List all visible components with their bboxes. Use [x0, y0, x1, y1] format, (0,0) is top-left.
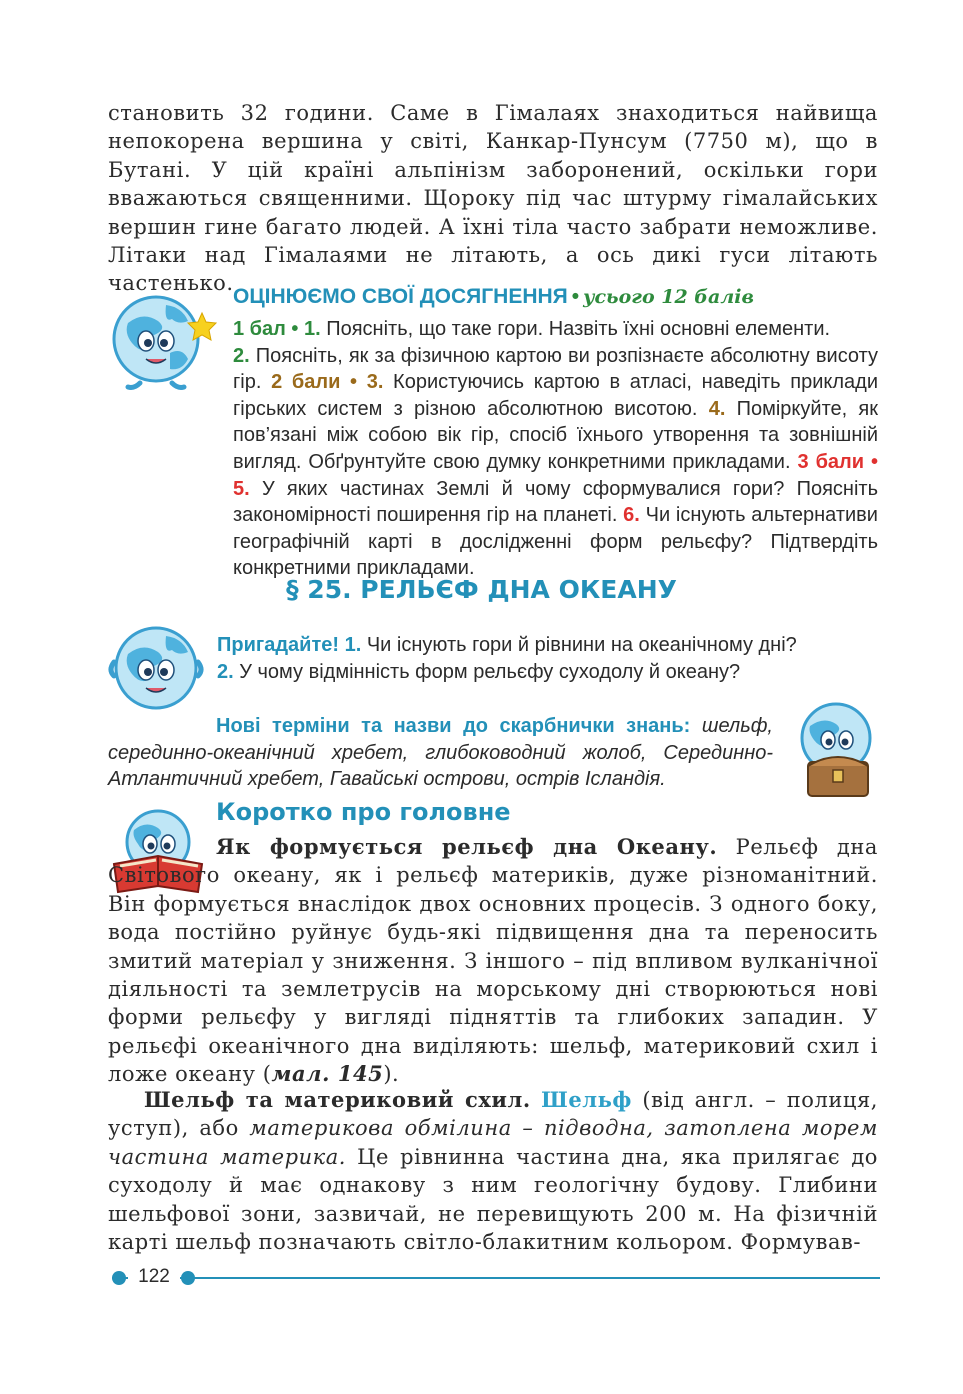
assessment-questions	[108, 316, 878, 582]
question-2: Поясніть, як за фізичною картою ви розпізнаєте абсолютну висоту гір.	[233, 344, 878, 394]
intro-paragraph: становить 32 години. Саме в Гімалаях знаходиться найвища непокорена вершина у світі, Канкар-Пунсум (7750 м), що в Бутані. У цій країні альпінізм заборонений, оскільки гори вважаються священними. Щороку під час штурму гімалайських вершин гине багато людей. А їхні тіла часто забрати неможливе. Літаки над Гімалаями не літають, а ось дикі гуси літають частенько.	[108, 101, 878, 296]
summary-paragraph-1	[108, 833, 878, 1089]
recall-label: Пригадайте! 1.	[217, 634, 362, 656]
assessment-bullet: •	[571, 285, 580, 308]
question-5: У яких частинах Землі й чому сформувалися гори? Поясніть закономірності поширення гір на планеті.	[233, 477, 878, 527]
question-6: Чи існують альтернативи географічній карті в дослідженні форм рельєфу? Підтвердіть конкретними прикладами.	[233, 504, 878, 580]
summary-paragraph-2	[108, 1086, 878, 1256]
summary-p1-end: ).	[383, 1062, 400, 1087]
terms-block	[108, 713, 773, 793]
question-1: Поясніть, що таке гори. Назвіть їхні основні елементи.	[320, 318, 831, 340]
summary-p2-heading: Шельф та материковий схил.	[144, 1087, 531, 1112]
globe-mascot-icon	[106, 622, 206, 714]
section-title: § 25. РЕЛЬЄФ ДНА ОКЕАНУ	[286, 575, 677, 604]
question-6-number: 6.	[623, 504, 640, 527]
term-shelf: Шельф	[541, 1087, 632, 1112]
summary-p1-heading: Як формується рельєф дна Океану.	[216, 834, 718, 859]
level3-label: 3 бали • 5.	[233, 450, 878, 500]
recall-question-2: У чому відмінність форм рельєфу суходолу й океану?	[233, 660, 741, 683]
question-4: Поміркуйте, як пов’язані між собою вік гір, спосіб їхнього утворення та зовнішній вигляд. Обґрунтуйте свою думку конкретними прикладами.	[233, 397, 878, 473]
footer-rule	[104, 1268, 880, 1288]
shelf-definition: материкова обмілина – підводна, затоплена морем частина материка.	[108, 1116, 878, 1169]
assessment-total: усього 12 балів	[583, 286, 754, 308]
recall-question-1: Чи існують гори й рівнини на океанічному дні?	[361, 634, 797, 656]
summary-heading: Коротко про головне	[216, 798, 511, 826]
level1-label: 1 бал • 1.	[233, 318, 321, 340]
question-3: Користуючись картою в атласі, наведіть приклади гірських систем з різною абсолютною висотою.	[233, 371, 878, 420]
recall-block	[217, 632, 882, 685]
summary-p2-a: (від англ. – полиця, уступ), або	[108, 1088, 878, 1141]
treasure-chest-mascot-icon	[790, 700, 882, 800]
page-number: 122	[138, 1266, 170, 1287]
figure-reference: мал. 145	[271, 1061, 384, 1087]
recall-question-2-number: 2.	[217, 660, 234, 683]
assessment-title-row	[233, 285, 754, 309]
summary-p2-b: Це рівнинна частина дна, яка прилягає до суходолу й має однакову з ним геологічну будову. Глибини шельфової зони, зазвичай, не перевищують 200 м. На фізичній карті шельф позначають світло-блакитним кольором. Формував-	[108, 1144, 878, 1255]
question-4-number: 4.	[708, 397, 726, 420]
terms-list: шельф, серединно-океанічний хребет, глибоководний жолоб, Серединно-Атлантичний хребет, Гавайські острови, острів Ісландія.	[108, 715, 773, 791]
question-2-number: 2.	[233, 344, 250, 367]
level2-label: 2 бали • 3.	[271, 371, 384, 394]
assessment-title: ОЦІНЮЄМО СВОЇ ДОСЯГНЕННЯ	[233, 285, 568, 308]
terms-label: Нові терміни та назви до скарбнички знань:	[216, 715, 691, 737]
summary-p1-text: Рельєф дна Світового океану, як і рельєф материків, дуже різноманітний. Він формується внаслідок двох основних процесів. З одного боку, вода постійно руйнує будь-які підвищення дна та переносить змитий матеріал у зниження. З іншого – під впливом вулканічної діяльності та землетрусів на морському дні створюються нові форми рельєфу у вигляді підняттів та глибоких западин. У рельєфі океанічного дна виділяють: шельф, материковий схил і ложе океану (	[108, 835, 878, 1087]
